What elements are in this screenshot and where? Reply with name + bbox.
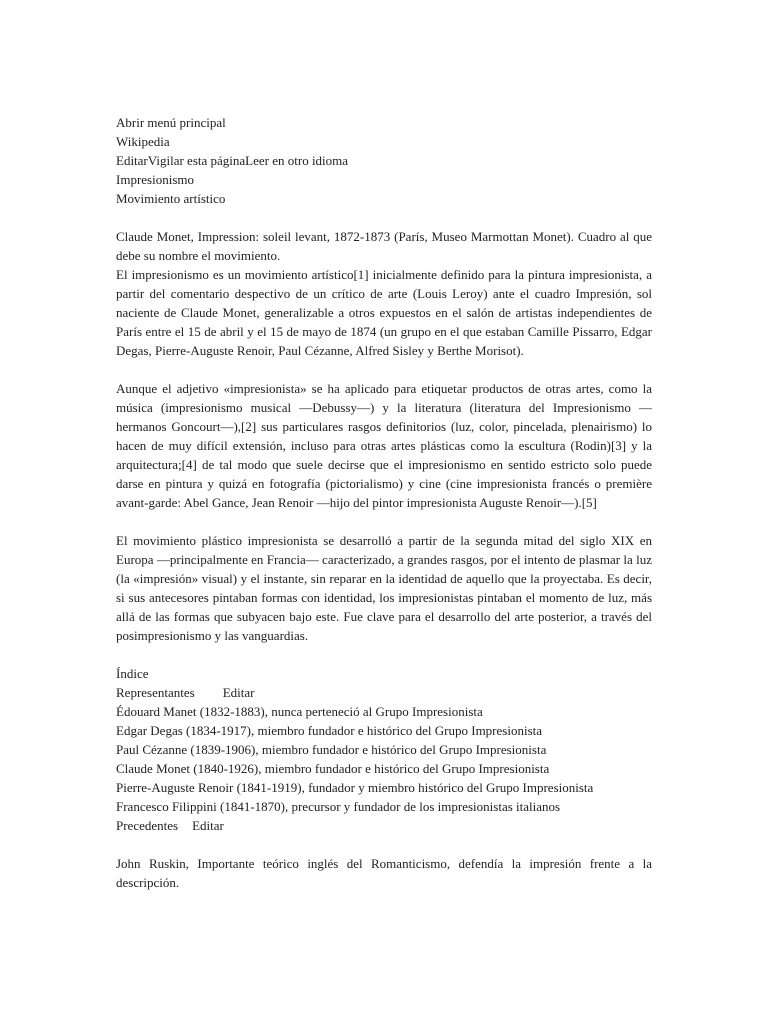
list-item[interactable]: Francesco Filippini (1841-1870), precursor y fundador de los impresionistas italianos — [116, 799, 561, 814]
paragraph-intro: El impresionismo es un movimiento artístico[1] inicialmente definido para la pintura impresionista, a partir del comentario despectivo de un crítico de arte (Louis Leroy) ante el cuadro Impresión, sol naciente de Claude Monet, generalizable a otros expuestos en el salón de artistas independientes de París entre el 15 de abril y el 15 de mayo de 1874 (un grupo en el que estaban Camille Pissarro, Edgar Degas, Pierre-Auguste Renoir, Paul Cézanne, Alfred Sisley y Berthe Morisot). — [116, 267, 652, 358]
article-page — [116, 113, 652, 892]
article-subtitle: Movimiento artístico — [116, 191, 226, 206]
section-heading-representantes — [116, 683, 652, 702]
edit-precedentes-link[interactable]: Editar — [192, 818, 224, 833]
section-title-precedentes: Precedentes — [116, 818, 179, 833]
paragraph-movement: El movimiento plástico impresionista se desarrolló a partir de la segunda mitad del siglo XIX en Europa —principalmente en Francia— caracterizado, a grandes rasgos, por el intento de plasmar la luz (la «impresión» visual) y el instante, sin reparar en la identidad de aquello que la proyectaba. Es decir, si sus antecesores pintaban formas con identidad, los impresionistas pintaban el momento de luz, más allá de las formas que subyacen bajo este. Fue clave para el desarrollo del arte posterior, a través del posimpresionismo y las vanguardias. — [116, 533, 652, 643]
image-caption: Claude Monet, Impression: soleil levant, 1872-1873 (París, Museo Marmottan Monet). Cuadro al que debe su nombre el movimiento. — [116, 229, 652, 263]
open-menu-link[interactable]: Abrir menú principal — [116, 115, 226, 130]
list-item[interactable]: Paul Cézanne (1839-1906), miembro fundador e histórico del Grupo Impresionista — [116, 742, 547, 757]
section-heading-precedentes — [116, 816, 652, 835]
spacer — [116, 208, 652, 227]
spacer — [116, 835, 652, 854]
spacer — [116, 360, 652, 379]
edit-representantes-link[interactable]: Editar — [222, 685, 255, 700]
list-item[interactable]: Edgar Degas (1834-1917), miembro fundador e histórico del Grupo Impresionista — [116, 723, 543, 738]
section-title-representantes: Representantes — [116, 685, 195, 700]
list-item[interactable]: Pierre-Auguste Renoir (1841-1919), fundador y miembro histórico del Grupo Impresionista — [116, 780, 594, 795]
spacer — [116, 645, 652, 664]
list-item[interactable]: Claude Monet (1840-1926), miembro fundador e histórico del Grupo Impresionista — [116, 761, 550, 776]
paragraph-adjective: Aunque el adjetivo «impresionista» se ha aplicado para etiquetar productos de otras artes, como la música (impresionismo musical —Debussy—) y la literatura (literatura del Impresionismo —hermanos Goncourt—),[2] sus particulares rasgos definitorios (luz, color, pincelada, plenairismo) lo hacen de muy difícil extensión, incluso para otras artes plásticas como la escultura (Rodin)[3] y la arquitectura;[4] de tal modo que suele decirse que el impresionismo en sentido estricto solo puede darse en pintura y quizá en fotografía (pictorialismo) y cine (cine impresionista francés o première avant-garde: Abel Gance, Jean Renoir —hijo del pintor impresionista Auguste Renoir—).[5] — [116, 381, 652, 510]
list-item[interactable]: Édouard Manet (1832-1883), nunca perteneció al Grupo Impresionista — [116, 704, 483, 719]
spacer — [116, 512, 652, 531]
paragraph-precedentes: John Ruskin, Importante teórico inglés del Romanticismo, defendía la impresión frente a la descripción. — [116, 856, 652, 890]
page-actions[interactable]: EditarVigilar esta páginaLeer en otro idioma — [116, 153, 349, 168]
article-title: Impresionismo — [116, 172, 194, 187]
site-name-link[interactable]: Wikipedia — [116, 134, 170, 149]
index-heading[interactable]: Índice — [116, 666, 149, 681]
